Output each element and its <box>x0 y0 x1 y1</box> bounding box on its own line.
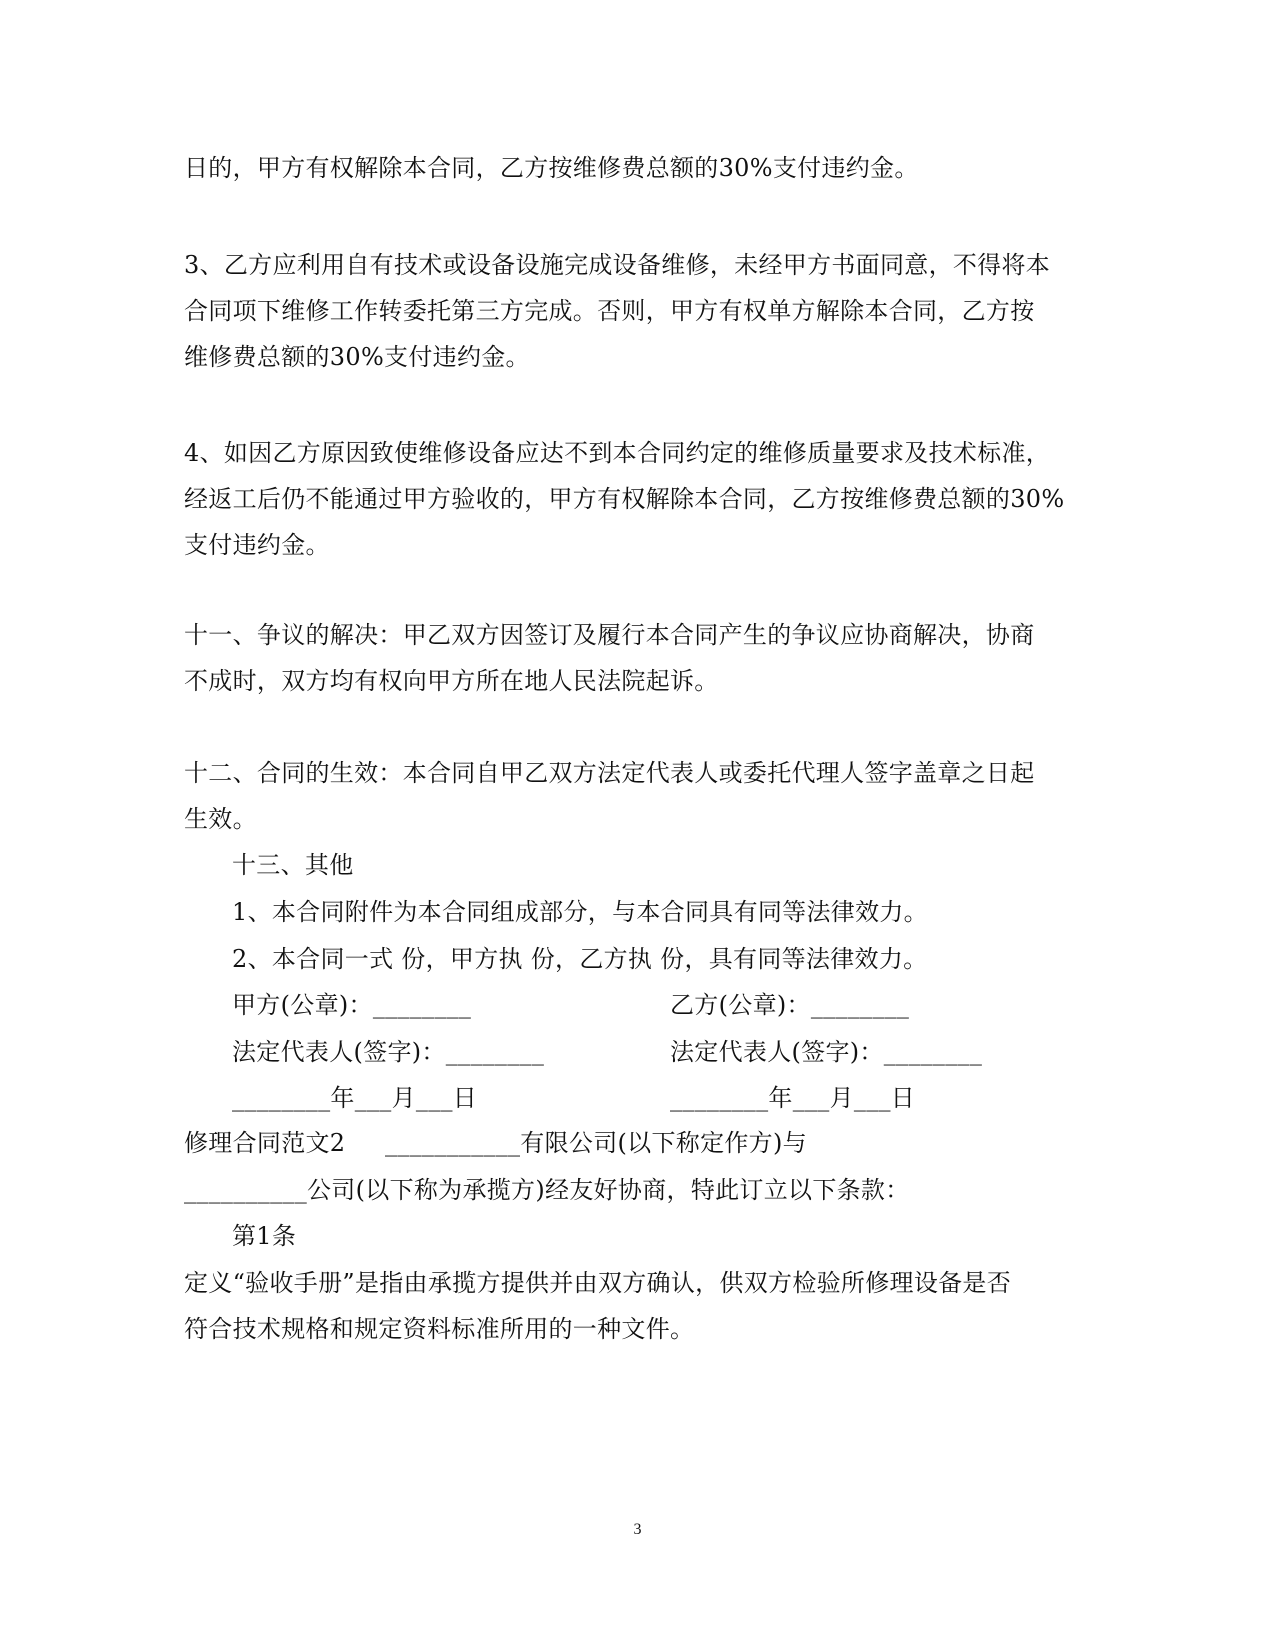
party-b-seal-field: 乙方(公章)：________ <box>670 991 910 1019</box>
paragraph-text: 维修费总额的30%支付违约金。 <box>184 343 530 371</box>
party-b-date-field: ________年___月___日 <box>670 1084 916 1112</box>
party-b-rep-field: 法定代表人(签字)：________ <box>670 1038 983 1066</box>
page-number: 3 <box>633 1521 642 1538</box>
paragraph-text: 经返工后仍不能通过甲方验收的，甲方有权解除本合同，乙方按维修费总额的30% <box>184 485 1065 513</box>
party-a-seal-field: 甲方(公章)：________ <box>232 991 472 1019</box>
party-a-date-field: ________年___月___日 <box>232 1084 478 1112</box>
party-a-rep-field: 法定代表人(签字)：________ <box>232 1038 545 1066</box>
template2-intro: __________公司(以下称为承揽方)经友好协商，特此订立以下条款： <box>184 1176 910 1204</box>
definition-text: 定义“验收手册”是指由承揽方提供并由双方确认，供双方检验所修理设备是否 <box>184 1269 1012 1297</box>
section-13-heading: 十三、其他 <box>232 851 354 879</box>
paragraph-text: 4、如因乙方原因致使维修设备应达不到本合同约定的维修质量要求及技术标准， <box>184 439 1051 467</box>
paragraph-text: 3、乙方应利用自有技术或设备设施完成设备维修，未经甲方书面同意，不得将本 <box>184 251 1051 279</box>
section-13-item: 2、本合同一式 份，甲方执 份，乙方执 份，具有同等法律效力。 <box>232 945 928 973</box>
paragraph-text: 支付违约金。 <box>184 531 330 559</box>
template2-intro: ___________有限公司(以下称定作方)与 <box>385 1129 807 1157</box>
paragraph-text: 日的，甲方有权解除本合同，乙方按维修费总额的30%支付违约金。 <box>184 154 919 182</box>
section-12-text: 十二、合同的生效：本合同自甲乙双方法定代表人或委托代理人签字盖章之日起 <box>184 759 1035 787</box>
section-12-text: 生效。 <box>184 805 257 833</box>
definition-text: 符合技术规格和规定资料标准所用的一种文件。 <box>184 1315 695 1343</box>
article-heading: 第1条 <box>232 1222 297 1250</box>
section-11-text: 十一、争议的解决：甲乙双方因签订及履行本合同产生的争议应协商解决，协商 <box>184 621 1035 649</box>
paragraph-text: 合同项下维修工作转委托第三方完成。否则，甲方有权单方解除本合同，乙方按 <box>184 297 1035 325</box>
section-13-item: 1、本合同附件为本合同组成部分，与本合同具有同等法律效力。 <box>232 898 928 926</box>
template2-title: 修理合同范文2 <box>184 1129 346 1157</box>
section-11-text: 不成时，双方均有权向甲方所在地人民法院起诉。 <box>184 667 719 695</box>
